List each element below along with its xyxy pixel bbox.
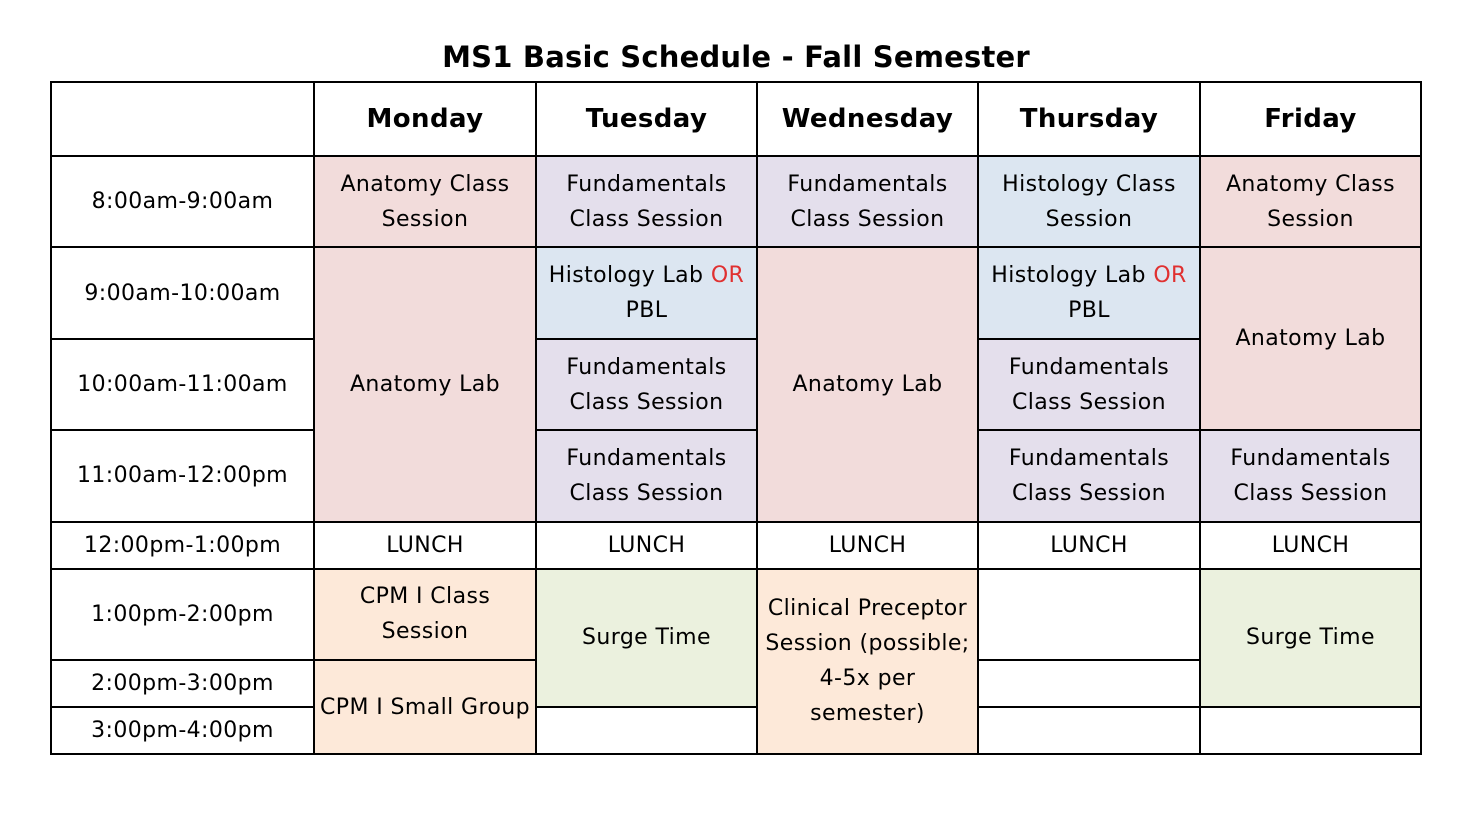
cell-tuesday-11am: Fundamentals Class Session — [536, 430, 757, 521]
row-1pm — [51, 569, 1421, 660]
or-text: OR — [710, 263, 745, 289]
cell-friday-anatomy-lab: Anatomy Lab — [1200, 247, 1421, 430]
cell-tuesday-lunch: LUNCH — [536, 522, 757, 569]
row-12pm — [51, 522, 1421, 569]
row-8am — [51, 156, 1421, 247]
row-9am — [51, 247, 1421, 338]
day-header-monday: Monday — [314, 82, 536, 156]
or-text: OR — [1153, 263, 1187, 289]
row-3pm — [51, 707, 1421, 754]
header-row — [51, 82, 1421, 156]
cell-thursday-lunch: LUNCH — [978, 522, 1200, 569]
day-header-wednesday: Wednesday — [757, 82, 978, 156]
time-label: 9:00am-10:00am — [51, 247, 314, 338]
cell-thursday-3pm — [978, 707, 1200, 754]
cell-friday-surge-time: Surge Time — [1200, 569, 1421, 707]
cell-thursday-2pm — [978, 660, 1200, 707]
time-label: 8:00am-9:00am — [51, 156, 314, 247]
cell-monday-1pm: CPM I Class Session — [314, 569, 536, 660]
time-label: 10:00am-11:00am — [51, 339, 314, 430]
histology-lab-text: Histology Lab — [991, 263, 1154, 289]
page-title: MS1 Basic Schedule - Fall Semester — [442, 40, 1030, 74]
day-header-tuesday: Tuesday — [536, 82, 757, 156]
cell-thursday-1pm — [978, 569, 1200, 660]
cell-thursday-10am: Fundamentals Class Session — [978, 339, 1200, 430]
cell-monday-lunch: LUNCH — [314, 522, 536, 569]
pbl-text: PBL — [625, 298, 668, 324]
time-label: 1:00pm-2:00pm — [51, 569, 314, 660]
cell-tuesday-9am — [536, 247, 757, 338]
cell-monday-8am: Anatomy Class Session — [314, 156, 536, 247]
row-11am — [51, 430, 1421, 521]
cell-tuesday-8am: Fundamentals Class Session — [536, 156, 757, 247]
cell-wednesday-lunch: LUNCH — [757, 522, 978, 569]
time-label: 11:00am-12:00pm — [51, 430, 314, 521]
cell-friday-8am: Anatomy Class Session — [1200, 156, 1421, 247]
cell-thursday-11am: Fundamentals Class Session — [978, 430, 1200, 521]
time-label: 3:00pm-4:00pm — [51, 707, 314, 754]
time-label: 12:00pm-1:00pm — [51, 522, 314, 569]
cell-friday-11am: Fundamentals Class Session — [1200, 430, 1421, 521]
cell-tuesday-3pm — [536, 707, 757, 754]
cell-tuesday-surge-time: Surge Time — [536, 569, 757, 707]
cell-monday-anatomy-lab: Anatomy Lab — [314, 247, 536, 521]
cell-tuesday-10am: Fundamentals Class Session — [536, 339, 757, 430]
cell-wednesday-anatomy-lab: Anatomy Lab — [757, 247, 978, 521]
corner-cell — [51, 82, 314, 156]
cell-friday-lunch: LUNCH — [1200, 522, 1421, 569]
cell-wednesday-8am: Fundamentals Class Session — [757, 156, 978, 247]
cell-thursday-9am — [978, 247, 1200, 338]
cell-monday-cpm-small-group: CPM I Small Group — [314, 660, 536, 754]
histology-lab-text: Histology Lab — [548, 263, 711, 289]
schedule-table — [50, 81, 1422, 755]
pbl-text: PBL — [1068, 298, 1110, 324]
cell-friday-3pm — [1200, 707, 1421, 754]
day-header-friday: Friday — [1200, 82, 1421, 156]
cell-thursday-8am: Histology Class Session — [978, 156, 1200, 247]
day-header-thursday: Thursday — [978, 82, 1200, 156]
time-label: 2:00pm-3:00pm — [51, 660, 314, 707]
cell-wednesday-clinical-preceptor: Clinical Preceptor Session (possible; 4-5x per semester) — [757, 569, 978, 754]
